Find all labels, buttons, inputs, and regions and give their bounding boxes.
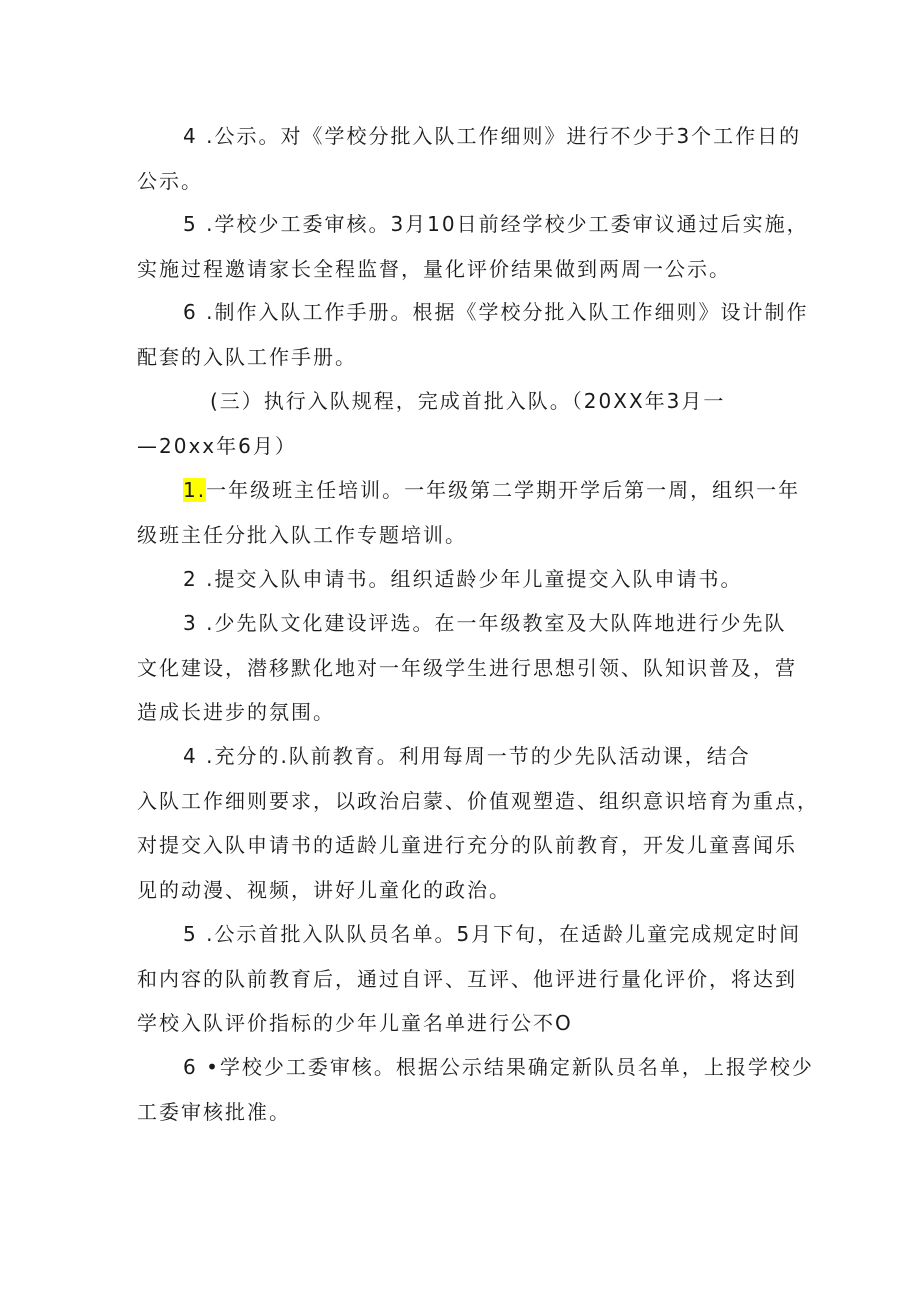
item-3-line-1: 3 .少先队文化建设评选。在一年级教室及大队阵地进行少先队: [183, 611, 787, 635]
item-4-line-1: 4 .充分的.队前教育。利用每周一节的少先队活动课，结合: [183, 744, 751, 768]
item-6-line-1: 6 •学校少工委审核。根据公示结果确定新队员名单，上报学校少: [183, 1055, 814, 1079]
item-6-line-2: 工委审核批准。: [137, 1100, 291, 1124]
item-1-text: 一年级班主任培训。一年级第二学期开学后第一周，组织一年: [206, 478, 801, 502]
item-2-line-1: 2 .提交入队申请书。组织适龄少年儿童提交入队申请书。: [183, 567, 743, 591]
item-5-line-2: 和内容的队前教育后，通过自评、互评、他评进行量化评价，将达到: [137, 967, 797, 991]
item-1-line-2: 级班主任分批入队工作专题培训。: [137, 523, 467, 547]
item-4-line-2: 入队工作细则要求，以政治启蒙、价值观塑造、组织意识培育为重点，: [137, 789, 819, 813]
paragraph-5-line-1: 5 .学校少工委审核。3月10日前经学校少工委审议通过后实施，: [183, 212, 809, 236]
paragraph-6-line-2: 配套的入队工作手册。: [137, 345, 357, 369]
item-5-line-1: 5 .公示首批入队队员名单。5月下旬，在适龄儿童完成规定时间: [183, 922, 802, 946]
section-heading-line-1: (三）执行入队规程，完成首批入队。（20XX年3月一: [210, 389, 726, 413]
paragraph-4-line-1: 4 .公示。对《学校分批入队工作细则》进行不少于3个工作日的: [183, 124, 802, 148]
item-1-line-1: [183, 476, 843, 504]
item-4-line-4: 见的动漫、视频，讲好儿童化的政治。: [137, 878, 511, 902]
item-1-highlighted-number: 1.: [183, 478, 207, 502]
section-heading-line-2: —20xx年6月）: [137, 434, 297, 458]
item-5-line-3: 学校入队评价指标的少年儿童名单进行公不O: [137, 1011, 573, 1035]
paragraph-4-line-2: 公示。: [137, 169, 203, 193]
item-3-line-2: 文化建设，潜移默化地对一年级学生进行思想引领、队知识普及，营: [137, 656, 797, 680]
paragraph-5-line-2: 实施过程邀请家长全程监督，量化评价结果做到两周一公示。: [137, 257, 731, 281]
item-3-line-3: 造成长进步的氛围。: [137, 700, 335, 724]
paragraph-6-line-1: 6 .制作入队工作手册。根据《学校分批入队工作细则》设计制作: [183, 300, 809, 324]
item-4-line-3: 对提交入队申请书的适龄儿童进行充分的队前教育，开发儿童喜闻乐: [137, 833, 797, 857]
